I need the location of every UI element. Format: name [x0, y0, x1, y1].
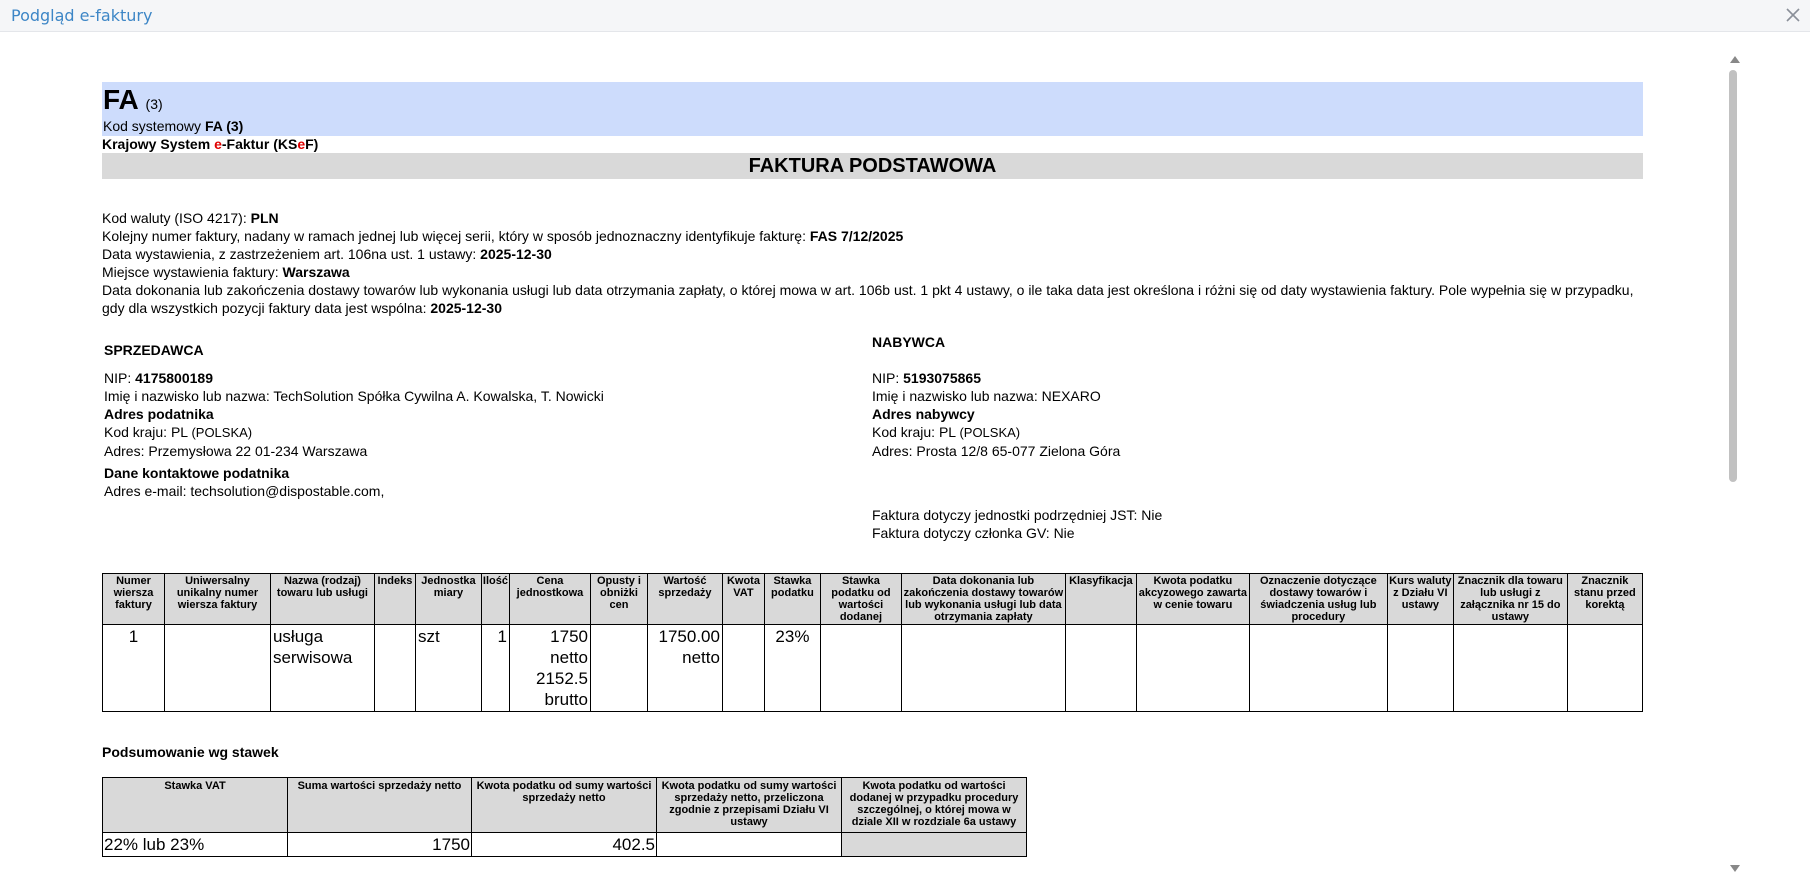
- seller-address: Adres: Przemysłowa 22 01-234 Warszawa: [104, 443, 368, 459]
- column-header: Klasyfikacja: [1065, 574, 1136, 625]
- cell-empty: [1453, 625, 1567, 712]
- cell-empty: [820, 625, 901, 712]
- summary-title: Podsumowanie wg stawek: [102, 744, 279, 760]
- column-header: Wartość sprzedaży: [647, 574, 722, 625]
- header-band: [102, 82, 1643, 136]
- cell-empty: [1387, 625, 1453, 712]
- system-code: Kod systemowy FA (3): [103, 118, 244, 134]
- cell-tax-rate: 23%: [764, 625, 820, 712]
- table-row: [103, 625, 1643, 712]
- column-header: Opusty i obniżki cen: [590, 574, 647, 625]
- currency-line: Kod waluty (ISO 4217): PLN: [102, 210, 279, 226]
- seller-heading: SPRZEDAWCA: [104, 342, 204, 358]
- seller-name: Imię i nazwisko lub nazwa: TechSolution Spółka Cywilna A. Kowalska, T. Nowicki: [104, 388, 604, 404]
- buyer-address: Adres: Prosta 12/8 65-077 Zielona Góra: [872, 443, 1121, 459]
- vertical-scrollbar[interactable]: [1728, 52, 1742, 872]
- column-header: Nazwa (rodzaj) towaru lub usługi: [270, 574, 374, 625]
- buyer-section: [872, 333, 1162, 542]
- buyer-nip: NIP: 5193075865: [872, 370, 981, 386]
- cell-empty: [1249, 625, 1387, 712]
- delivery-date-line: Data dokonania lub zakończenia dostawy towarów lub wykonania usługi lub data otrzymania zapłaty, o której mowa w art. 106b ust. 1 pkt 4 ustawy, o ile taka data jest określona i różni się od daty wystawienia faktury. Pole wypełnia się w przypadku, gdy dla wszystkich pozycji faktury data jest wspólna: 2025-12-30: [102, 282, 1634, 316]
- close-icon[interactable]: [1782, 4, 1804, 26]
- cell-uuid: [164, 625, 270, 712]
- window-titlebar: [0, 0, 1810, 32]
- column-header: Stawka podatku od wartości dodanej: [820, 574, 901, 625]
- buyer-address-heading: Adres nabywcy: [872, 406, 975, 422]
- window-title: Podgląd e-faktury: [11, 6, 153, 25]
- cell-empty: [1567, 625, 1642, 712]
- document-type-title: FAKTURA PODSTAWOWA: [102, 153, 1643, 179]
- column-header: Stawka podatku: [764, 574, 820, 625]
- invoice-document: [102, 82, 1643, 552]
- seller-email: Adres e-mail: techsolution@dispostable.com,: [104, 483, 385, 499]
- scroll-up-arrow-icon[interactable]: [1730, 56, 1740, 63]
- items-table: [102, 573, 1643, 712]
- cell-empty: [1136, 625, 1249, 712]
- seller-country: Kod kraju: PL (POLSKA): [104, 424, 253, 440]
- column-header: Jednostka miary: [415, 574, 481, 625]
- column-header: Data dokonania lub zakończenia dostawy towarów lub wykonania usługi lub data otrzymania zapłaty: [901, 574, 1065, 625]
- summary-header-row: [103, 778, 1027, 833]
- column-header: Uniwersalny unikalny numer wiersza faktury: [164, 574, 270, 625]
- cell-tax-sum: 402.5: [472, 833, 657, 857]
- column-header: Stawka VAT: [103, 778, 288, 833]
- column-header: Kwota podatku akcyzowego zawarta w cenie towaru: [1136, 574, 1249, 625]
- buyer-heading: NABYWCA: [872, 334, 946, 350]
- column-header: Oznaczenie dotyczące dostawy towarów i świadczenia usług lub procedury: [1249, 574, 1387, 625]
- scrollbar-thumb[interactable]: [1729, 70, 1737, 482]
- ksef-label: Krajowy System e-Faktur (KSeF): [102, 136, 319, 152]
- cell-tax-pln: [657, 833, 842, 857]
- seller-nip: NIP: 4175800189: [104, 370, 213, 386]
- column-header: Znacznik stanu przed korektą: [1567, 574, 1642, 625]
- cell-vat-amount: [722, 625, 764, 712]
- column-header: Kwota podatku od wartości dodanej w przypadku procedury szczególnej, o której mowa w dziale XII w rozdziale 6a ustawy: [842, 778, 1027, 833]
- cell-sale-value: 1750.00 netto: [647, 625, 722, 712]
- column-header: Kwota VAT: [722, 574, 764, 625]
- table-row: [103, 833, 1027, 857]
- items-header-row: [103, 574, 1643, 625]
- column-header: Kwota podatku od sumy wartości sprzedaży netto: [472, 778, 657, 833]
- parties-section: [102, 317, 1643, 552]
- summary-table: [102, 777, 1027, 857]
- cell-index: [374, 625, 415, 712]
- seller-section: [104, 341, 604, 500]
- cell-quantity: 1: [481, 625, 509, 712]
- cell-empty: [901, 625, 1065, 712]
- scroll-down-arrow-icon[interactable]: [1730, 865, 1740, 872]
- buyer-gv: Faktura dotyczy członka GV: Nie: [872, 525, 1075, 541]
- column-header: Indeks: [374, 574, 415, 625]
- cell-unit: szt: [415, 625, 481, 712]
- column-header: Ilość: [481, 574, 509, 625]
- column-header: Numer wiersza faktury: [103, 574, 165, 625]
- column-header: Kwota podatku od sumy wartości sprzedaży netto, przeliczona zgodnie z przepisami Działu VI ustawy: [657, 778, 842, 833]
- cell-item-name: usługa serwisowa: [270, 625, 374, 712]
- cell-row-number: 1: [103, 625, 165, 712]
- column-header: Cena jednostkowa: [510, 574, 591, 625]
- cell-tax-special: [842, 833, 1027, 857]
- form-code: FA (3): [103, 84, 163, 115]
- cell-unit-price: 1750 netto 2152.5 brutto: [510, 625, 591, 712]
- seller-address-heading: Adres podatnika: [104, 406, 214, 422]
- buyer-jst: Faktura dotyczy jednostki podrzędniej JST: Nie: [872, 507, 1163, 523]
- cell-discount: [590, 625, 647, 712]
- issue-date-line: Data wystawienia, z zastrzeżeniem art. 106na ust. 1 ustawy: 2025-12-30: [102, 246, 552, 262]
- column-header: Kurs waluty z Działu VI ustawy: [1387, 574, 1453, 625]
- column-header: Suma wartości sprzedaży netto: [288, 778, 472, 833]
- buyer-country: Kod kraju: PL (POLSKA): [872, 424, 1021, 440]
- issue-place-line: Miejsce wystawienia faktury: Warszawa: [102, 264, 350, 280]
- buyer-name: Imię i nazwisko lub nazwa: NEXARO: [872, 388, 1101, 404]
- column-header: Znacznik dla towaru lub usługi z załącznika nr 15 do ustawy: [1453, 574, 1567, 625]
- seller-contact-heading: Dane kontaktowe podatnika: [104, 465, 290, 481]
- cell-net-sum: 1750: [288, 833, 472, 857]
- cell-vat-rate: 22% lub 23%: [103, 833, 288, 857]
- invoice-info: [102, 209, 1643, 317]
- invoice-number-line: Kolejny numer faktury, nadany w ramach jednej lub więcej serii, który w sposób jednoznaczny identyfikuje fakturę: FAS 7/12/2025: [102, 228, 904, 244]
- cell-empty: [1065, 625, 1136, 712]
